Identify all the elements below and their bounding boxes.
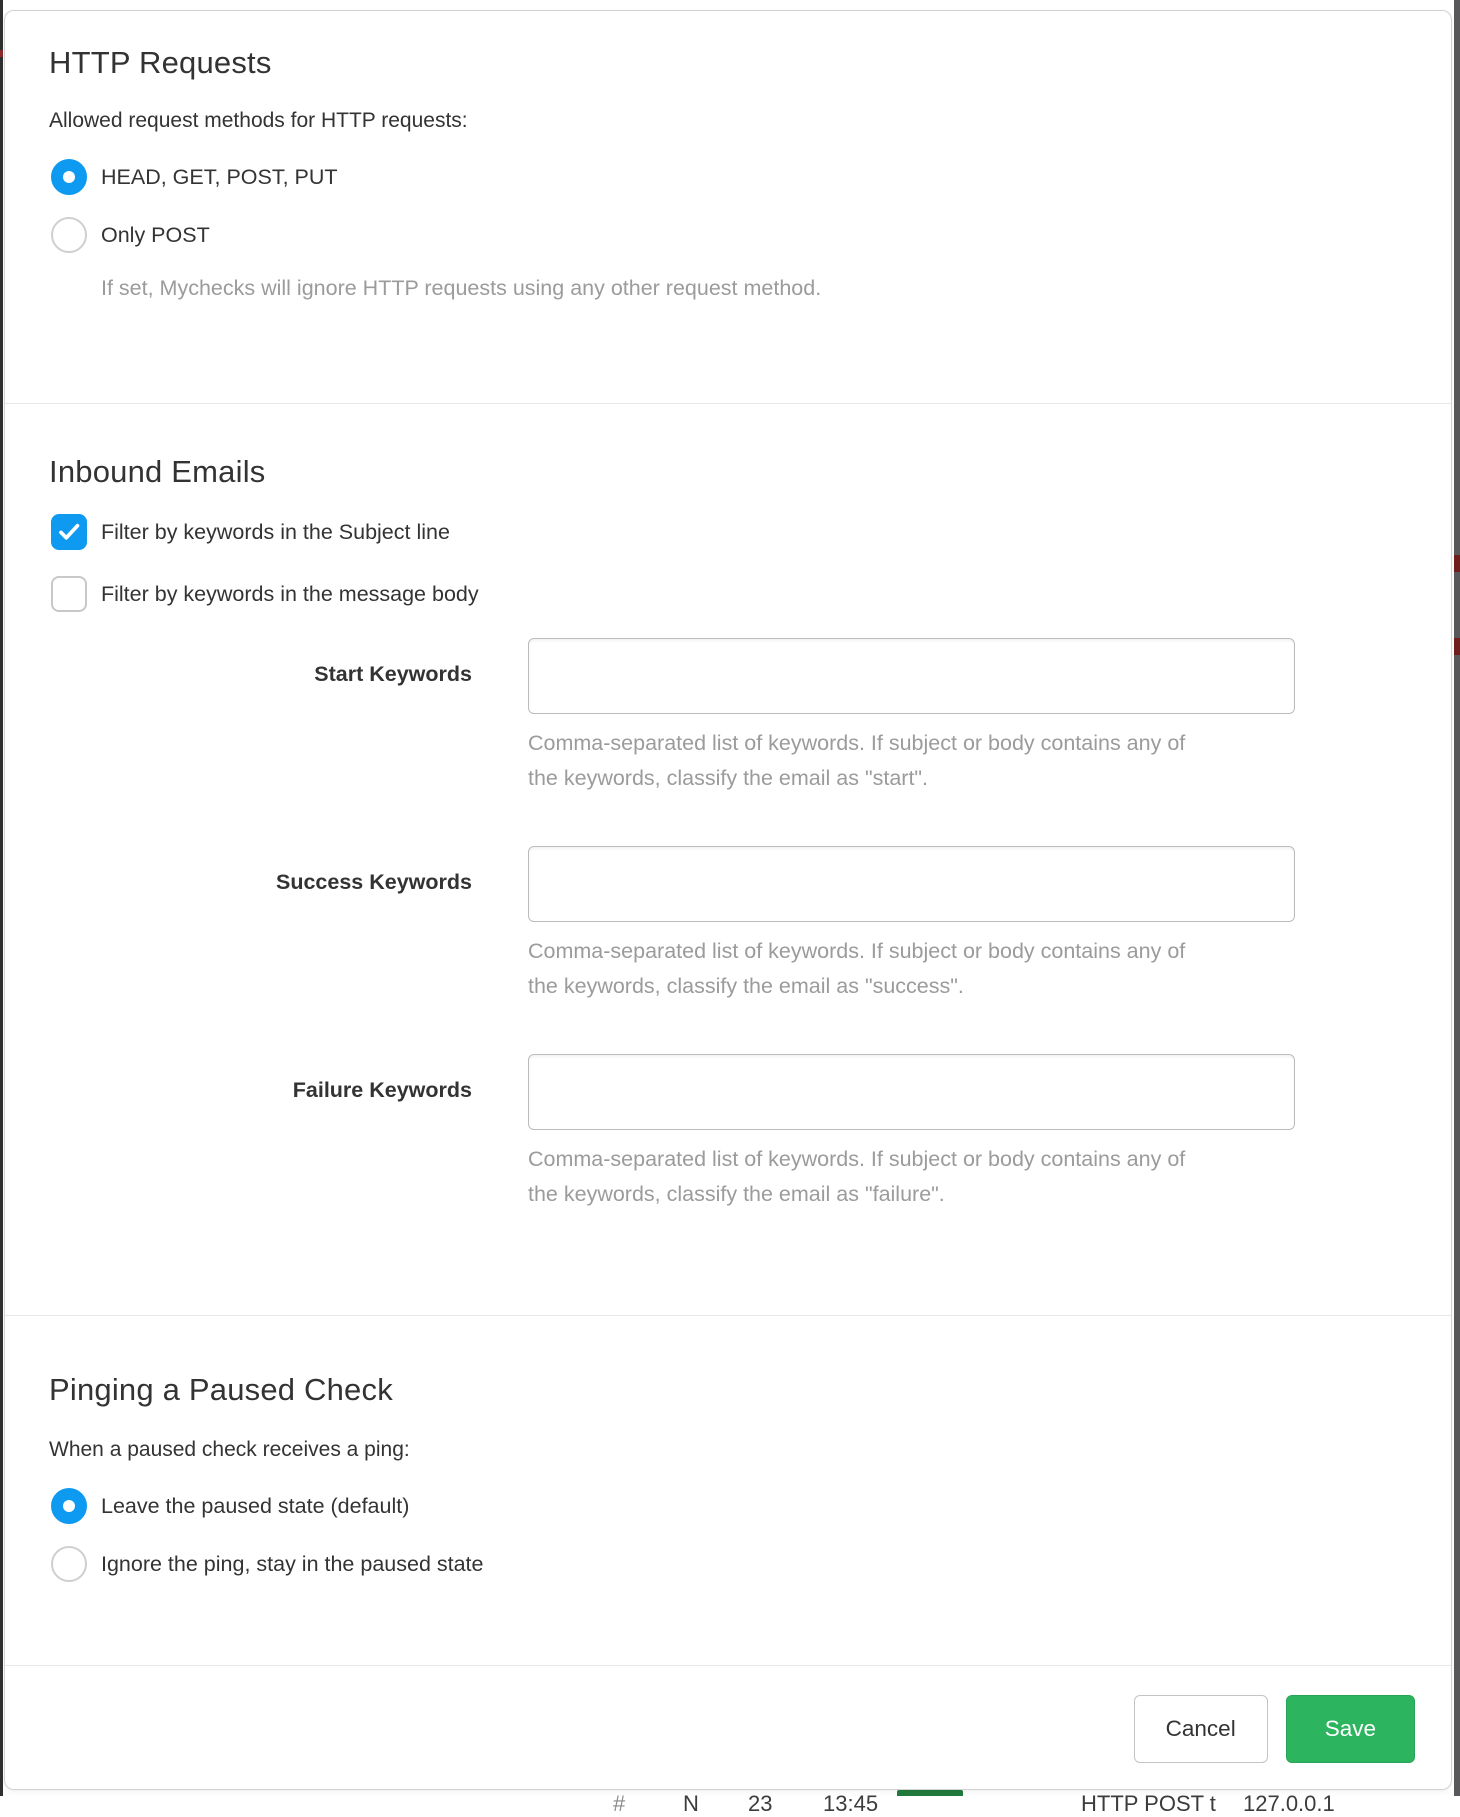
failure-keywords-label: Failure Keywords (292, 1078, 472, 1102)
success-keywords-help: Comma-separated list of keywords. If subject or body contains any of the keywords, classify the email as "success". (528, 939, 1186, 998)
start-keywords-input[interactable] (528, 638, 1295, 714)
cancel-button[interactable]: Cancel (1134, 1695, 1268, 1763)
checkbox-filter-subject-label: Filter by keywords in the Subject line (101, 519, 450, 544)
radio-leave-paused-label: Leave the paused state (default) (101, 1493, 410, 1518)
checkbox-row-body[interactable] (51, 576, 1407, 612)
checkbox-filter-subject[interactable] (51, 514, 87, 550)
inbound-emails-title: Inbound Emails (49, 454, 266, 489)
radio-row-ignore-ping[interactable] (51, 1546, 1407, 1582)
peek-text: # (613, 1791, 626, 1816)
check-icon (53, 516, 85, 548)
checkbox-row-subject[interactable] (51, 514, 1407, 550)
section-pinging-paused (5, 1315, 1451, 1665)
peek-text: 127.0.0.1 (1243, 1791, 1335, 1816)
radio-leave-paused[interactable] (51, 1488, 87, 1524)
form-row-start-keywords (49, 638, 1407, 796)
only-post-help-text: If set, Mychecks will ignore HTTP requests using any other request method. (101, 276, 822, 300)
section-inbound-emails (5, 403, 1451, 1315)
http-requests-title: HTTP Requests (49, 45, 272, 80)
page-behind-left-edge (0, 0, 3, 1796)
http-requests-intro: Allowed request methods for HTTP requests: (49, 109, 468, 132)
radio-all-methods[interactable] (51, 159, 87, 195)
page-behind-left-red-mark (0, 50, 3, 57)
pinging-paused-intro: When a paused check receives a ping: (49, 1438, 410, 1461)
peek-text: 23 (748, 1791, 773, 1816)
peek-text: N (683, 1791, 699, 1816)
radio-all-methods-label: HEAD, GET, POST, PUT (101, 164, 338, 189)
radio-row-all-methods[interactable] (51, 159, 1407, 195)
radio-ignore-ping[interactable] (51, 1546, 87, 1582)
dialog-footer (5, 1665, 1451, 1791)
radio-ignore-ping-label: Ignore the ping, stay in the paused state (101, 1551, 484, 1576)
scrollbar-track[interactable] (1454, 0, 1460, 1796)
failure-keywords-help: Comma-separated list of keywords. If subject or body contains any of the keywords, classify the email as "failure". (528, 1147, 1186, 1206)
scrollbar-mark (1454, 638, 1460, 655)
success-keywords-input[interactable] (528, 846, 1295, 922)
failure-keywords-input[interactable] (528, 1054, 1295, 1130)
settings-dialog (4, 10, 1452, 1790)
success-keywords-label: Success Keywords (276, 870, 472, 894)
save-button[interactable]: Save (1286, 1695, 1415, 1763)
radio-only-post[interactable] (51, 217, 87, 253)
section-http-requests (5, 11, 1451, 403)
scrollbar-mark (1454, 555, 1460, 572)
start-keywords-label: Start Keywords (314, 662, 472, 686)
peek-text: 13:45 (823, 1791, 879, 1816)
form-row-failure-keywords (49, 1054, 1407, 1212)
start-keywords-help: Comma-separated list of keywords. If subject or body contains any of the keywords, classify the email as "start". (528, 731, 1186, 790)
radio-only-post-label: Only POST (101, 222, 210, 247)
checkbox-filter-body-label: Filter by keywords in the message body (101, 581, 479, 606)
keyword-form (49, 638, 1407, 1212)
radio-row-only-post[interactable] (51, 217, 1407, 253)
form-row-success-keywords (49, 846, 1407, 1004)
checkbox-filter-body[interactable] (51, 576, 87, 612)
pinging-paused-title: Pinging a Paused Check (49, 1372, 393, 1407)
peek-text: HTTP POST t (1081, 1791, 1216, 1816)
radio-row-leave-paused[interactable] (51, 1488, 1407, 1524)
